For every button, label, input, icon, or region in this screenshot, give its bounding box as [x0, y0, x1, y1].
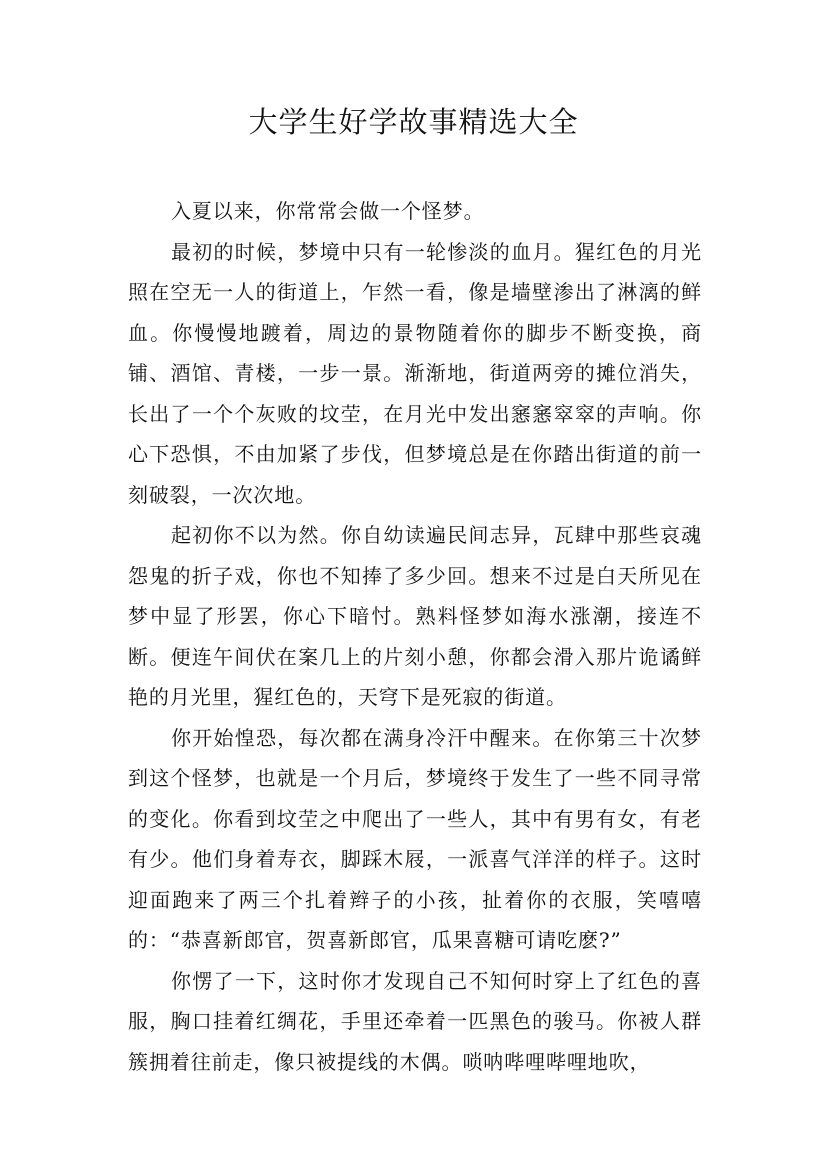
paragraph: 你愣了一下，这时你才发现自己不知何时穿上了红色的喜服，胸口挂着红绸花，手里还牵着一匹黑色的骏马。你被人群簇拥着往前走，像只被提线的木偶。唢呐哔哩哔哩地吹，	[128, 968, 702, 1074]
paragraph: 入夏以来，你常常会做一个怪梦。	[171, 199, 485, 223]
paragraph: 你开始惶恐，每次都在满身冷汗中醒来。在你第三十次梦到这个怪梦，也就是一个月后，梦境终于发生了一些不同寻常的变化。你看到坟茔之中爬出了一些人，其中有男有女，有老有少。他们身着寿衣，脚踩木屐，一派喜气洋洋的样子。这时迎面跑来了两三个扎着辫子的小孩，扯着你的衣服，笑嘻嘻的：“恭喜新郎官，贺喜新郎官，瓜果喜糖可请吃麽?”	[128, 725, 702, 952]
document-title: 大学生好学故事精选大全	[248, 105, 579, 139]
document-body	[128, 191, 702, 1082]
paragraph: 最初的时候，梦境中只有一轮惨淡的血月。猩红色的月光照在空无一人的街道上，乍然一看，像是墙壁渗出了淋漓的鲜血。你慢慢地踱着，周边的景物随着你的脚步不断变换，商铺、酒馆、青楼，一步一景。渐渐地，街道两旁的摊位消失，长出了一个个灰败的坟茔，在月光中发出窸窸窣窣的声响。你心下恐惧，不由加紧了步伐，但梦境总是在你踏出街道的前一刻破裂，一次次地。	[128, 239, 702, 507]
paragraph: 起初你不以为然。你自幼读遍民间志异，瓦肆中那些哀魂怨鬼的折子戏，你也不知捧了多少回。想来不过是白天所见在梦中显了形罢，你心下暗忖。熟料怪梦如海水涨潮，接连不断。便连午间伏在案几上的片刻小憩，你都会滑入那片诡谲鲜艳的月光里，猩红色的，天穹下是死寂的街道。	[128, 523, 702, 709]
